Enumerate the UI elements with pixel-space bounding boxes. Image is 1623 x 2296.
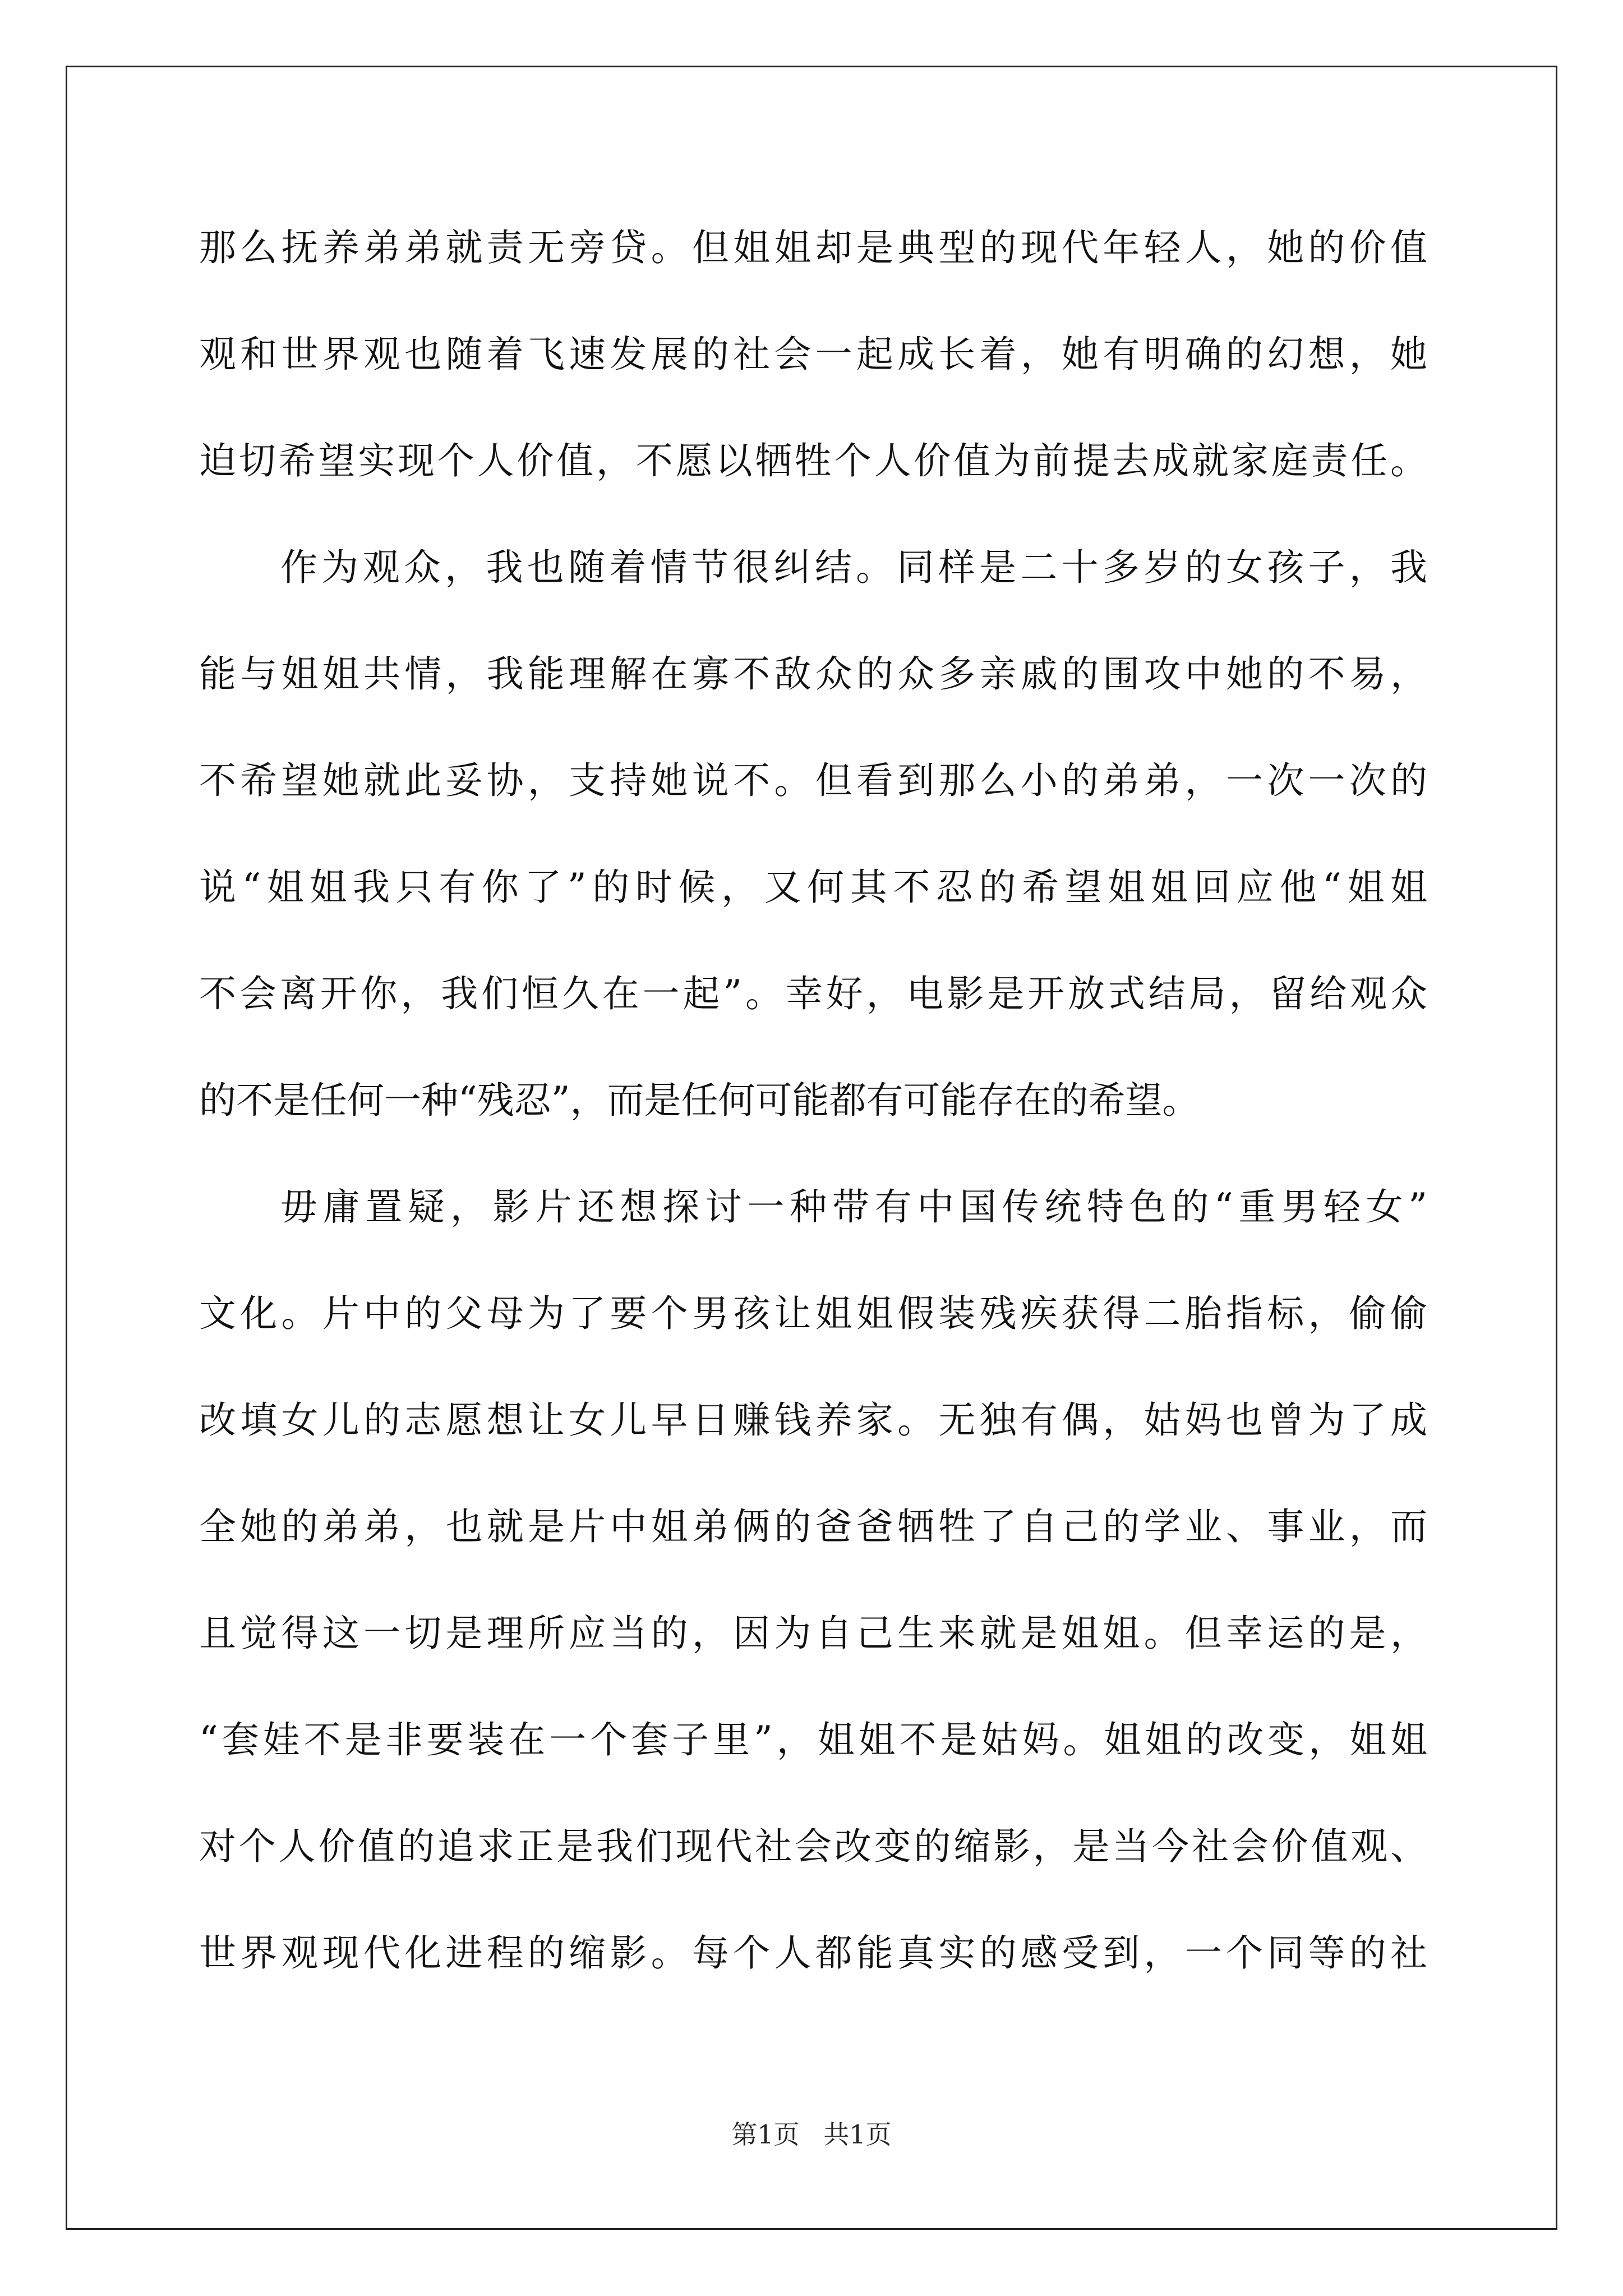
text-line: 不会离开你，我们恒久在一起”。幸好，电影是开放式结局，留给观众 [199, 972, 1427, 1015]
text-line: 能与姐姐共情，我能理解在寡不敌众的众多亲戚的围攻中她的不易， [199, 652, 1427, 696]
text-line: 对个人价值的追求正是我们现代社会改变的缩影，是当今社会价值观、 [199, 1825, 1427, 1868]
text-line: 作为观众，我也随着情节很纠结。同样是二十多岁的女孩子，我 [280, 546, 1427, 589]
text-line: 迫切希望实现个人价值，不愿以牺牲个人价值为前提去成就家庭责任。 [199, 439, 1427, 482]
text-line: 说“姐姐我只有你了”的时候，又何其不忍的希望姐姐回应他“姐姐 [199, 866, 1427, 909]
text-line: 全她的弟弟，也就是片中姐弟俩的爸爸牺牲了自己的学业、事业，而 [199, 1505, 1427, 1548]
text-line: 改填女儿的志愿想让女儿早日赚钱养家。无独有偶，姑妈也曾为了成 [199, 1398, 1427, 1442]
text-line: 且觉得这一切是理所应当的，因为自己生来就是姐姐。但幸运的是， [199, 1612, 1427, 1655]
text-line: 观和世界观也随着飞速发展的社会一起成长着，她有明确的幻想，她 [199, 333, 1427, 376]
page-number: 第1页 [731, 2119, 800, 2150]
text-line: 毋庸置疑，影片还想探讨一种带有中国传统特色的“重男轻女” [280, 1185, 1427, 1228]
text-line: 的不是任何一种“残忍”，而是任何可能都有可能存在的希望。 [199, 1079, 1200, 1122]
text-line: 那么抚养弟弟就责无旁贷。但姐姐却是典型的现代年轻人，她的价值 [199, 226, 1427, 269]
text-line: “套娃不是非要装在一个套子里”，姐姐不是姑妈。姐姐的改变，姐姐 [199, 1718, 1427, 1761]
page-total: 共1页 [823, 2119, 892, 2150]
page-footer [0, 2118, 1623, 2151]
text-line: 文化。片中的父母为了要个男孩让姐姐假装残疾获得二胎指标，偷偷 [199, 1292, 1427, 1335]
text-line: 世界观现代化进程的缩影。每个人都能真实的感受到，一个同等的社 [199, 1931, 1427, 1975]
text-line: 不希望她就此妥协，支持她说不。但看到那么小的弟弟，一次一次的 [199, 759, 1427, 802]
page-border [66, 66, 1557, 2230]
